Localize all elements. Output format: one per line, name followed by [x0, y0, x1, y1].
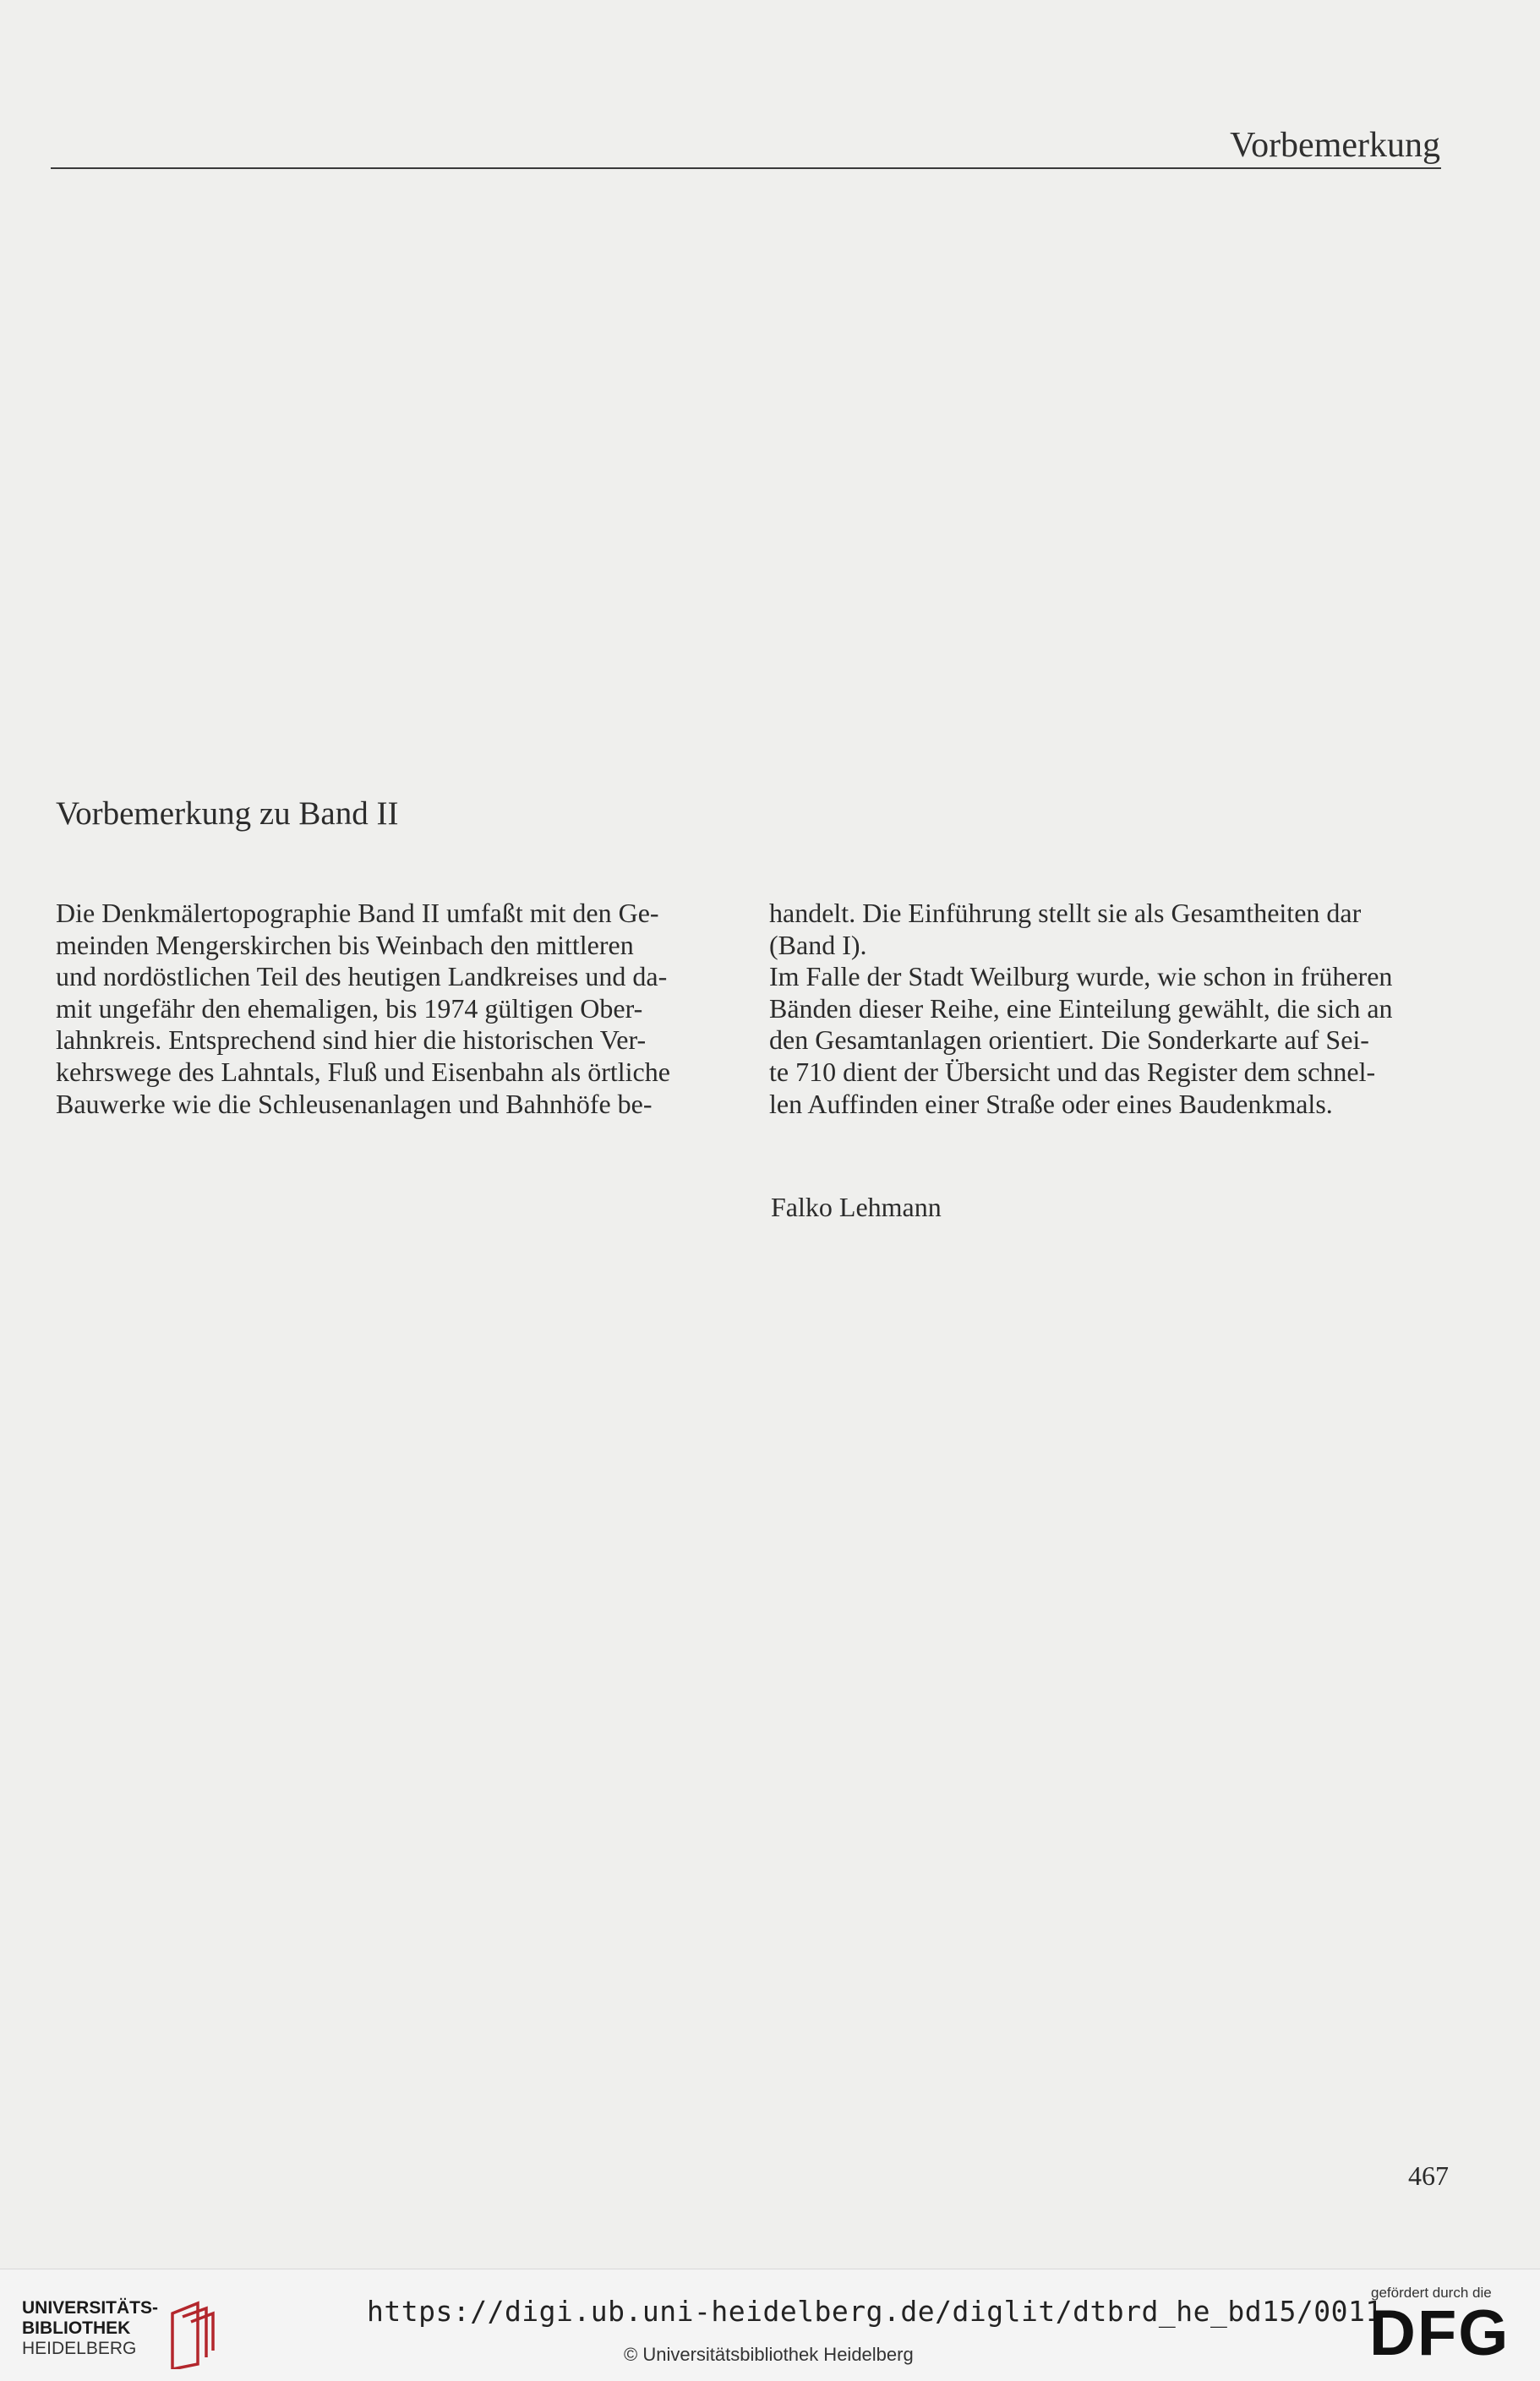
text-line: Im Falle der Stadt Weilburg wurde, wie schon in früheren	[769, 961, 1393, 992]
text-line: mit ungefähr den ehemaligen, bis 1974 gültigen Ober-	[56, 992, 643, 1024]
text-line: meinden Mengerskirchen bis Weinbach den mittleren	[56, 929, 634, 960]
library-name-line: HEIDELBERG	[22, 2339, 137, 2358]
text-line: te 710 dient der Übersicht und das Register dem schnel-	[769, 1056, 1376, 1087]
text-line: lahnkreis. Entsprechend sind hier die historischen Ver-	[56, 1024, 647, 1056]
library-footer	[0, 2269, 1540, 2381]
author-signature: Falko Lehmann	[771, 1192, 942, 1222]
text-line: den Gesamtanlagen orientiert. Die Sonderkarte auf Sei-	[769, 1024, 1369, 1056]
text-line: Bänden dieser Reihe, eine Einteilung gewählt, die sich an	[769, 992, 1393, 1024]
text-line: len Auffinden einer Straße oder eines Baudenkmals.	[769, 1088, 1333, 1119]
library-name	[22, 2298, 158, 2359]
text-line: Bauwerke wie die Schleusenanlagen und Bahnhöfe be-	[56, 1088, 653, 1119]
text-line: handelt. Die Einführung stellt sie als Gesamtheiten dar	[769, 898, 1362, 928]
permalink-url[interactable]: https://digi.ub.uni-heidelberg.de/diglit/dtbrd_he_bd15/0011	[367, 2295, 1383, 2328]
text-line: kehrswege des Lahntals, Fluß und Eisenbahn als örtliche	[56, 1056, 670, 1087]
text-line: und nordöstlichen Teil des heutigen Landkreises und da-	[56, 961, 668, 992]
dfg-logo[interactable]	[1371, 2285, 1523, 2369]
funding-caption: gefördert durch die	[1371, 2285, 1492, 2301]
library-emblem-icon	[164, 2298, 232, 2369]
running-head: Vorbemerkung	[1230, 126, 1440, 165]
right-column	[769, 898, 1445, 1120]
copyright-notice: © Universitätsbibliothek Heidelberg	[624, 2344, 914, 2365]
library-name-line: BIBLIOTHEK	[22, 2318, 131, 2338]
dfg-wordmark: DFG	[1369, 2297, 1510, 2369]
section-title: Vorbemerkung zu Band II	[56, 795, 399, 832]
page-number: 467	[1408, 2160, 1449, 2191]
library-name-line: UNIVERSITÄTS-	[22, 2298, 159, 2318]
header-rule	[51, 167, 1441, 169]
text-line: (Band I).	[769, 929, 867, 960]
left-column	[56, 898, 737, 1120]
text-line: Die Denkmälertopographie Band II umfaßt mit den Ge-	[56, 898, 659, 928]
university-library-logo[interactable]	[22, 2298, 225, 2366]
